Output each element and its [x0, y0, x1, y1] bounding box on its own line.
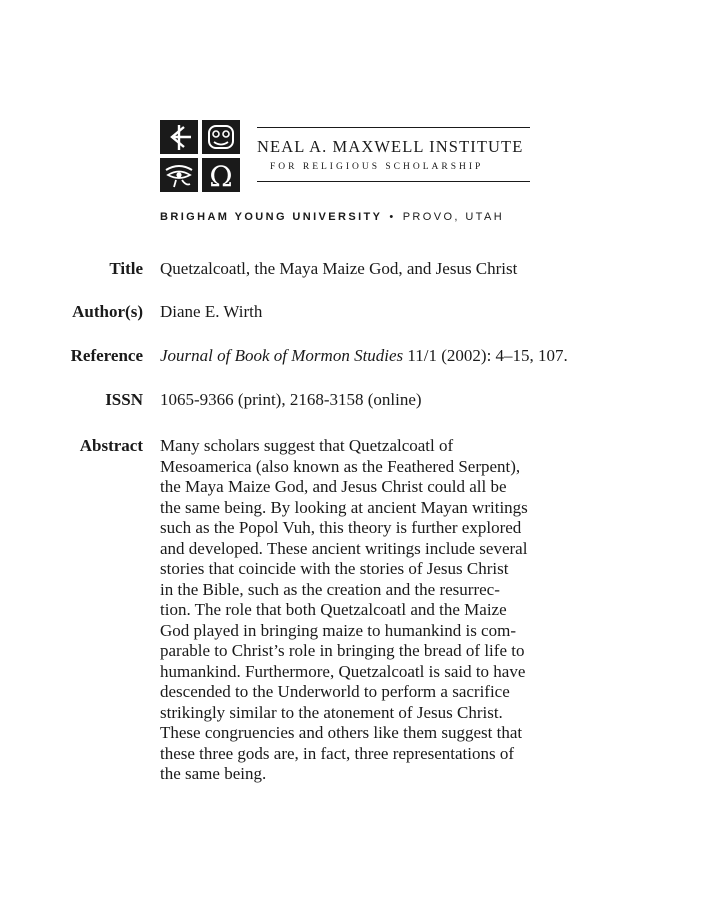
title-label: Title — [109, 259, 143, 278]
eye-of-horus-icon — [160, 158, 198, 192]
svg-text:Ω: Ω — [209, 160, 233, 192]
reference-label: Reference — [70, 346, 143, 365]
authors-value: Diane E. Wirth — [160, 302, 263, 321]
logo-icon-grid — [160, 120, 240, 192]
institute-name: NEAL A. MAXWELL INSTITUTE — [257, 137, 524, 156]
abstract-line: the same being. By looking at ancient Mayan writings — [160, 497, 528, 517]
abstract-line: the Maya Maize God, and Jesus Christ could all be — [160, 477, 507, 496]
issn-value: 1065-9366 (print), 2168-3158 (online) — [160, 390, 422, 409]
abstract-line: the same being. — [160, 764, 267, 783]
abstract-body — [160, 436, 600, 785]
abstract-line: tion. The role that both Quetzalcoatl and the Maize — [160, 600, 507, 619]
abstract-line: These congruencies and others like them suggest that — [160, 723, 523, 742]
abstract-line: parable to Christ’s role in bringing the bread of life to — [160, 641, 525, 660]
abstract-line: Mesoamerica (also known as the Feathered Serpent), — [160, 456, 521, 476]
abstract-line: Many scholars suggest that Quetzalcoatl of — [160, 436, 454, 455]
issn-label: ISSN — [105, 390, 143, 409]
abstract-line: humankind. Furthermore, Quetzalcoatl is said to have — [160, 661, 526, 681]
logo-rule-bottom — [257, 181, 530, 182]
abstract-line: descended to the Underworld to perform a sacrifice — [160, 682, 510, 701]
abstract-label: Abstract — [79, 436, 143, 455]
logo-icons-svg — [160, 120, 240, 192]
abstract-line: strikingly similar to the atonement of Jesus Christ. — [160, 702, 503, 722]
abstract-line: in the Bible, such as the creation and the resurrec- — [160, 579, 500, 599]
abstract-line: such as the Popol Vuh, this theory is further explored — [160, 518, 522, 537]
omega-icon — [202, 158, 240, 192]
university-line — [160, 211, 540, 223]
title-value: Quetzalcoatl, the Maya Maize God, and Jesus Christ — [160, 259, 518, 278]
authors-label: Author(s) — [72, 302, 143, 321]
logo-rule-top — [257, 127, 530, 128]
reference-value — [160, 346, 600, 367]
abstract-line: these three gods are, in fact, three representations of — [160, 743, 515, 763]
reference-citation: 11/1 (2002): 4–15, 107. — [403, 346, 568, 365]
reference-journal: Journal of Book of Mormon Studies — [160, 346, 404, 365]
abstract-line: God played in bringing maize to humankind is com- — [160, 620, 516, 640]
ankh-like-glyph-icon — [160, 120, 198, 154]
university-location: PROVO, UTAH — [402, 211, 505, 223]
maya-glyph-icon — [202, 120, 240, 154]
separator-dot: • — [389, 211, 396, 223]
abstract-line: and developed. These ancient writings include several — [160, 538, 528, 558]
institute-subtitle: FOR RELIGIOUS SCHOLARSHIP — [270, 162, 484, 172]
university-name: BRIGHAM YOUNG UNIVERSITY — [160, 211, 383, 223]
abstract-line: stories that coincide with the stories of Jesus Christ — [160, 559, 509, 578]
institute-logo — [160, 120, 532, 192]
